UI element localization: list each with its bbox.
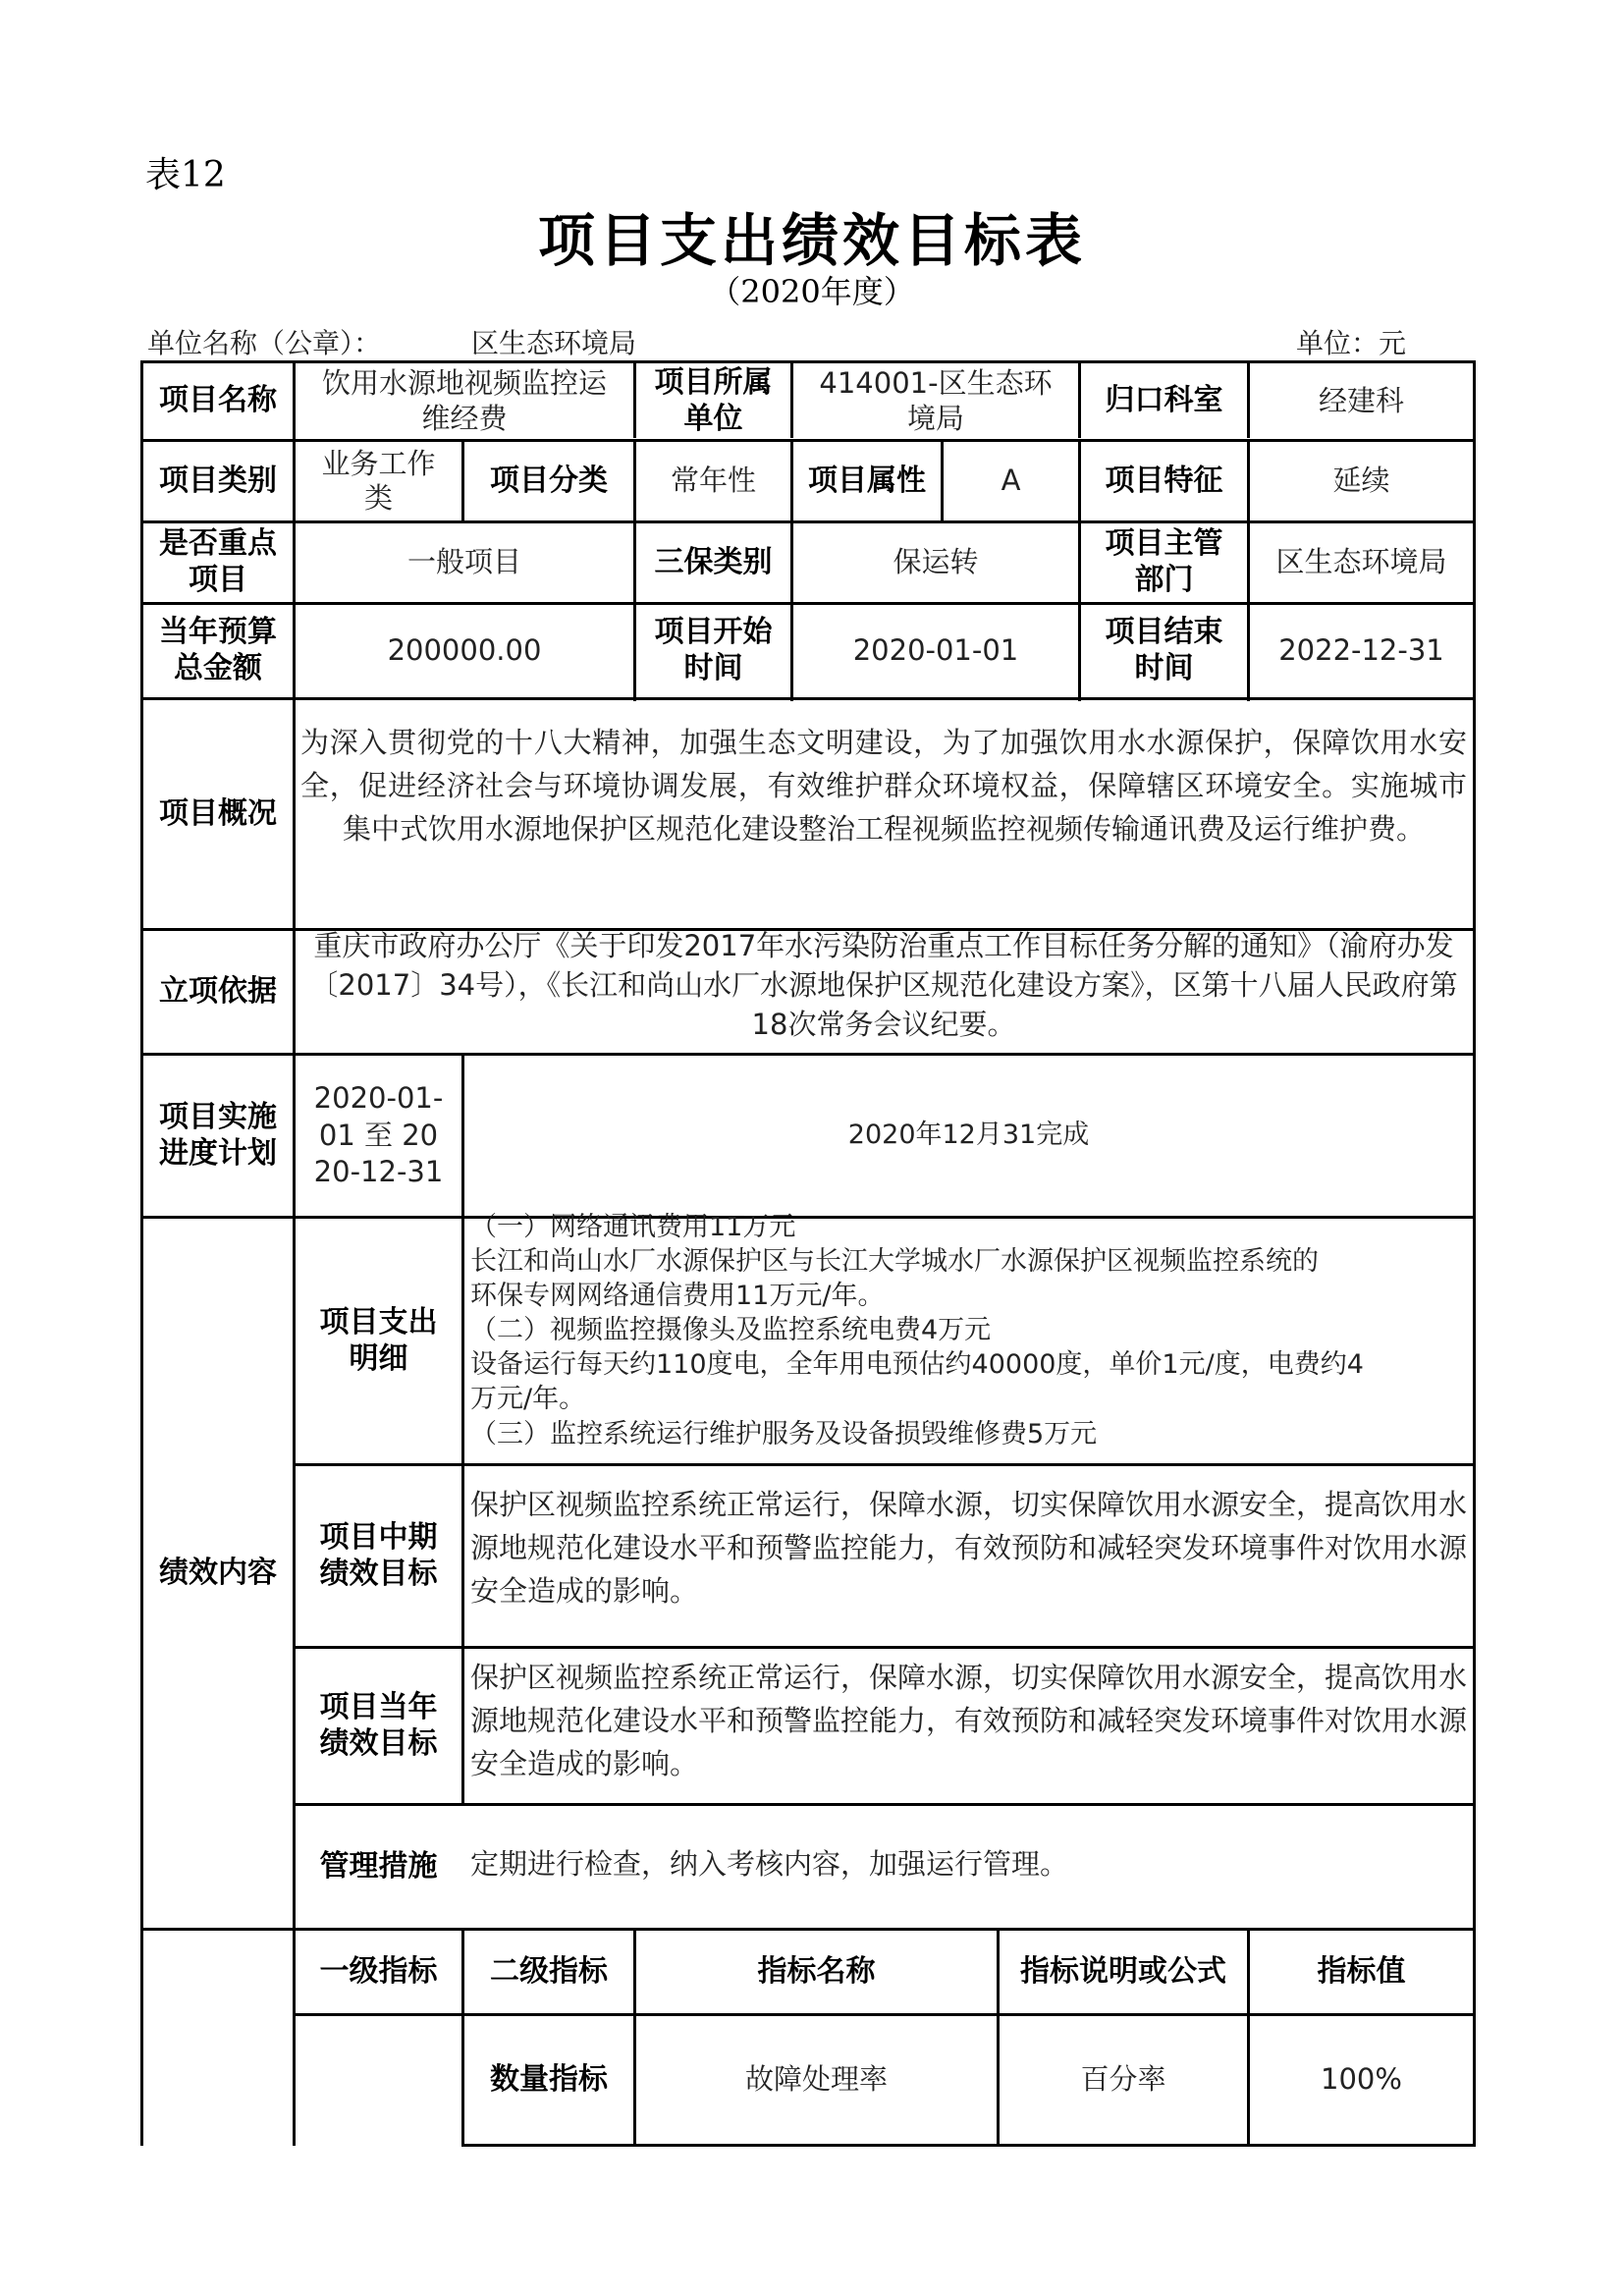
authority-label: 项目主管部门 bbox=[1105, 526, 1223, 597]
category-label: 项目类别 bbox=[159, 463, 277, 498]
end-time-value: 2022-12-31 bbox=[1278, 633, 1444, 668]
table-number: 表12 bbox=[145, 155, 226, 195]
indicator-level1 bbox=[296, 2016, 461, 2144]
unit-name-label: 单位名称（公章）： bbox=[147, 327, 382, 359]
attr-value: A bbox=[1001, 464, 1021, 498]
year-subtitle: （2020年度） bbox=[709, 273, 915, 310]
budget-label: 当年预算总金额 bbox=[159, 615, 277, 685]
management-text: 定期进行检查，纳入考核内容，加强运行管理。 bbox=[470, 1847, 1069, 1881]
unit-name-value: 区生态环境局 bbox=[471, 327, 637, 359]
annual-goal-label: 项目当年绩效目标 bbox=[319, 1689, 438, 1761]
sanbao-value: 保运转 bbox=[893, 545, 979, 579]
page-title: 项目支出绩效目标表 bbox=[537, 207, 1086, 274]
end-time-label: 项目结束时间 bbox=[1105, 615, 1223, 685]
feature-label: 项目特征 bbox=[1105, 463, 1223, 498]
authority-value: 区生态环境局 bbox=[1275, 545, 1447, 579]
indicator-name: 故障处理率 bbox=[744, 2062, 888, 2097]
expense-detail-label: 项目支出明细 bbox=[319, 1304, 438, 1376]
dept-value: 经建科 bbox=[1318, 383, 1404, 417]
budget-value: 200000.00 bbox=[387, 633, 542, 668]
key-project-value: 一般项目 bbox=[406, 545, 521, 579]
indicator-header-desc: 指标说明或公式 bbox=[1020, 1953, 1226, 1989]
project-name-label: 项目名称 bbox=[159, 383, 277, 418]
basis-text: 重庆市政府办公厅《关于印发2017年水污染防治重点工作目标任务分解的通知》（渝府办发〔2017〕34号），《长江和尚山水厂水源地保护区规范化建设方案》，区第十八届人民政府第18次常务会议纪要。 bbox=[309, 929, 1458, 1042]
indicator-header-level1: 一级指标 bbox=[319, 1953, 438, 1989]
dept-label: 归口科室 bbox=[1105, 383, 1223, 418]
indicator-desc: 百分率 bbox=[1080, 2062, 1166, 2097]
project-name-value: 饮用水源地视频监控运维经费 bbox=[321, 366, 607, 435]
indicator-header-value: 指标值 bbox=[1317, 1953, 1406, 1989]
overview-label: 项目概况 bbox=[159, 795, 277, 831]
owner-unit-label: 项目所属单位 bbox=[654, 364, 773, 436]
class-label: 项目分类 bbox=[490, 463, 608, 498]
indicator-header-level2: 二级指标 bbox=[490, 1953, 608, 1989]
schedule-period: 2020-01-01 至 2020-12-31 bbox=[313, 1080, 444, 1189]
schedule-plan: 2020年12月31完成 bbox=[847, 1120, 1090, 1151]
key-project-label: 是否重点项目 bbox=[159, 526, 277, 597]
schedule-label: 项目实施进度计划 bbox=[159, 1099, 277, 1171]
start-time-label: 项目开始时间 bbox=[654, 615, 773, 685]
indicator-value: 100% bbox=[1321, 2062, 1402, 2097]
performance-label: 绩效内容 bbox=[159, 1555, 277, 1590]
mid-term-goal-label: 项目中期绩效目标 bbox=[319, 1519, 438, 1591]
class-value: 常年性 bbox=[670, 464, 756, 498]
attr-label: 项目属性 bbox=[808, 463, 926, 498]
annual-goal-text: 保护区视频监控系统正常运行，保障水源，切实保障饮用水源安全，提高饮用水源地规范化建设水平和预警监控能力，有效预防和减轻突发环境事件对饮用水源安全造成的影响。 bbox=[470, 1661, 1468, 1781]
expense-detail-text: （一）网络通讯费用11万元 长江和尚山水厂水源保护区与长江大学城水厂水源保护区视频监控系统的 环保专网网络通信费用11万元/年。 （二）视频监控摄像头及监控系统电费4万元 设备运行每天约110度电，全年用电预估约40000度，单价1元/度，电费约4 万元/年。 （三）监控系统运行维护服务及设备损毁维修费5万元 bbox=[470, 1212, 1364, 1449]
indicator-level2: 数量指标 bbox=[490, 2061, 608, 2097]
start-time-value: 2020-01-01 bbox=[852, 633, 1019, 668]
indicator-header-name: 指标名称 bbox=[757, 1953, 876, 1989]
mid-term-goal-text: 保护区视频监控系统正常运行，保障水源，切实保障饮用水源安全，提高饮用水源地规范化建设水平和预警监控能力，有效预防和减轻突发环境事件对饮用水源安全造成的影响。 bbox=[470, 1488, 1468, 1609]
management-label: 管理措施 bbox=[319, 1848, 438, 1884]
category-value: 业务工作类 bbox=[321, 446, 436, 515]
overview-text: 为深入贯彻党的十八大精神，加强生态文明建设，为了加强饮用水水源保护，保障饮用水安全，促进经济社会与环境协调发展，有效维护群众环境权益，保障辖区环境安全。实施城市集中式饮用水源地保护区规范化建设整治工程视频监控视频传输通讯费及运行维护费。 bbox=[300, 726, 1467, 847]
currency-unit: 单位：元 bbox=[1296, 327, 1407, 359]
sanbao-label: 三保类别 bbox=[654, 544, 773, 579]
feature-value: 延续 bbox=[1332, 464, 1390, 498]
basis-label: 立项依据 bbox=[159, 973, 277, 1009]
owner-unit-value: 414001-区生态环境局 bbox=[819, 366, 1053, 435]
